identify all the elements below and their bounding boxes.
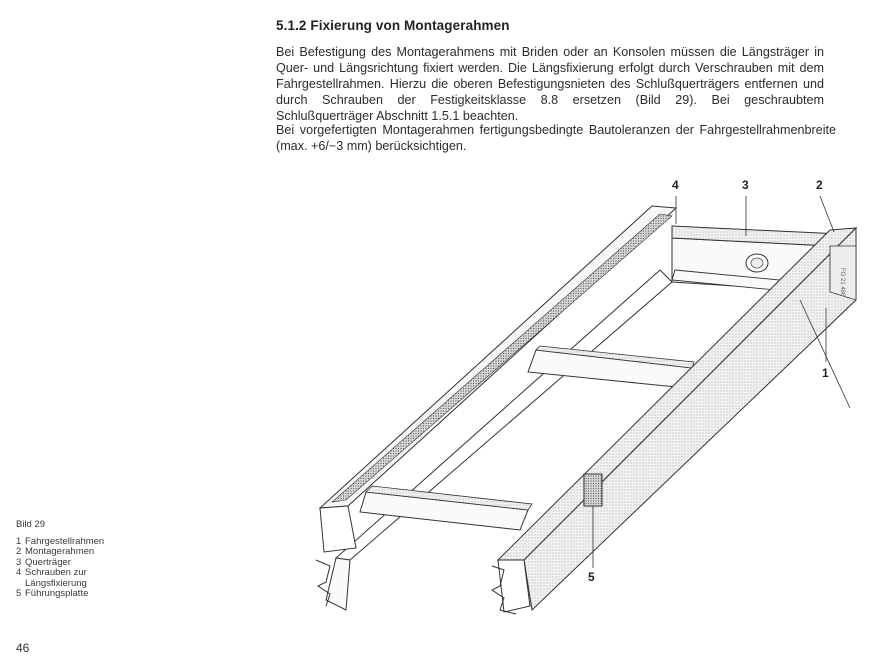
callout-1: 1 <box>822 366 829 380</box>
figure-caption <box>16 520 104 600</box>
right-rail <box>492 228 856 614</box>
callout-3: 3 <box>742 178 749 192</box>
drawing-reference-code: FG 21 486 <box>839 268 845 297</box>
callout-2: 2 <box>816 178 823 192</box>
callout-4: 4 <box>672 178 679 192</box>
legend-item: Längsfixierung <box>25 577 87 589</box>
legend-item: 5 Führungsplatte <box>16 588 89 599</box>
frame-illustration <box>300 178 870 638</box>
callout-5: 5 <box>588 570 595 584</box>
caption-title: Bild 29 <box>16 519 46 530</box>
section-heading: 5.1.2 Fixierung von Montagerahmen <box>276 18 510 33</box>
legend-item: 4 Schrauben zur <box>16 567 87 578</box>
paragraph-fixing: Bei Befestigung des Montagerahmens mit Briden oder an Konsolen müssen die Längsträger in Quer- und Längsrichtung fixiert werden. Die Längsfixierung erfolgt durch Verschrauben mit dem Fahrgestellrahmen. Hierzu die oberen Befestigungsnieten des Schlußquerträgers entfernen und durch Schrauben der Festigkeitsklasse 8.8 ersetzen (Bild 29). Bei geschraubtem Schlußquerträger Abschnitt 1.5.1 beachten. <box>276 45 824 123</box>
legend-item: 1 Fahrgestellrahmen <box>16 535 105 547</box>
guide-plate <box>584 474 602 506</box>
legend-item: 2 Montagerahmen <box>16 546 95 557</box>
legend-item: 3 Querträger <box>16 556 71 568</box>
page-number: 46 <box>16 641 30 655</box>
paragraph-tolerances: Bei vorgefertigten Montagerahmen fertigungsbedingte Bautoleranzen der Fahrgestellrahmenbreite (max. +6/−3 mm) berücksichtigen. <box>276 123 836 153</box>
frame-drawing <box>300 186 870 638</box>
